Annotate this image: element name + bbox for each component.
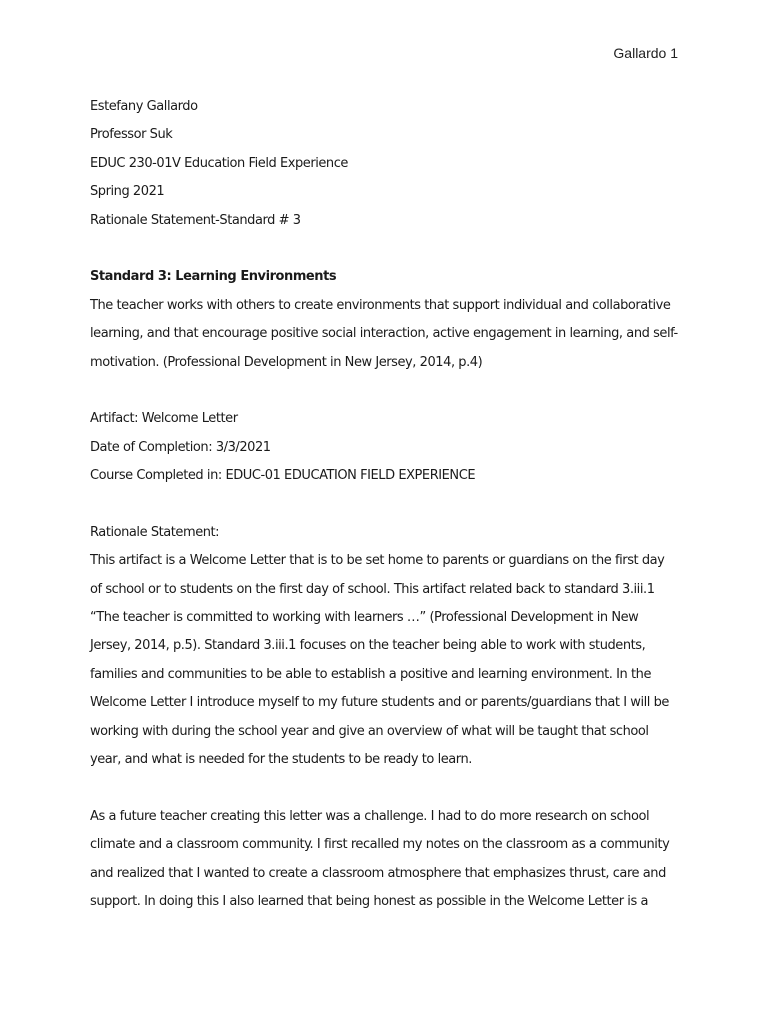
- term: Spring 2021: [90, 184, 165, 200]
- artifact-line: Artifact: Welcome Letter: [90, 411, 238, 427]
- spacer: [90, 377, 690, 405]
- page-header: Gallardo 1: [613, 45, 678, 61]
- rationale-text-line: year, and what is needed for the students to be ready to learn.: [90, 751, 472, 767]
- author-name: Estefany Gallardo: [90, 99, 198, 114]
- rationale-text-line: working with during the school year and give an overview of what will be taught that school: [90, 723, 649, 739]
- standard-text-line: motivation. (Professional Development in New Jersey, 2014, p.4): [90, 354, 483, 370]
- completion-date-line: Date of Completion: 3/3/2021: [90, 439, 271, 455]
- reflection-text-line: As a future teacher creating this letter was a challenge. I had to do more research on school: [90, 808, 650, 824]
- rationale-text-line: “The teacher is committed to working with learners …” (Professional Development in New: [90, 610, 639, 626]
- reflection-text-line: and realized that I wanted to create a classroom atmosphere that emphasizes thrust, care and: [90, 865, 666, 881]
- rationale-text-line: Jersey, 2014, p.5). Standard 3.iii.1 focuses on the teacher being able to work with students,: [90, 638, 646, 654]
- reflection-text-line: climate and a classroom community. I first recalled my notes on the classroom as a community: [90, 837, 670, 853]
- reflection-text-line: support. In doing this I also learned that being honest as possible in the Welcome Letter is a: [90, 893, 648, 909]
- professor-name: Professor Suk: [90, 127, 173, 143]
- spacer: [90, 235, 690, 263]
- document-body: [90, 93, 690, 916]
- document-title: Rationale Statement-Standard # 3: [90, 212, 301, 228]
- rationale-text-line: of school or to students on the first day of school. This artifact related back to standard 3.iii.1: [90, 581, 655, 597]
- rationale-text-line: Welcome Letter I introduce myself to my future students and or parents/guardians that I will be: [90, 695, 669, 711]
- course-name: EDUC 230-01V Education Field Experience: [90, 155, 348, 171]
- rationale-label: Rationale Statement:: [90, 524, 220, 540]
- standard-text-line: The teacher works with others to create environments that support individual and collaborative: [90, 297, 671, 313]
- standard-heading: Standard 3: Learning Environments: [90, 269, 337, 285]
- course-completed-line: Course Completed in: EDUC-01 EDUCATION FIELD EXPERIENCE: [90, 468, 476, 484]
- rationale-text-line: This artifact is a Welcome Letter that is to be set home to parents or guardians on the first day: [90, 553, 665, 569]
- spacer: [90, 490, 690, 518]
- rationale-text-line: families and communities to be able to establish a positive and learning environment. In the: [90, 666, 652, 682]
- spacer: [90, 774, 690, 802]
- standard-text-line: learning, and that encourage positive social interaction, active engagement in learning, and self-: [90, 326, 678, 342]
